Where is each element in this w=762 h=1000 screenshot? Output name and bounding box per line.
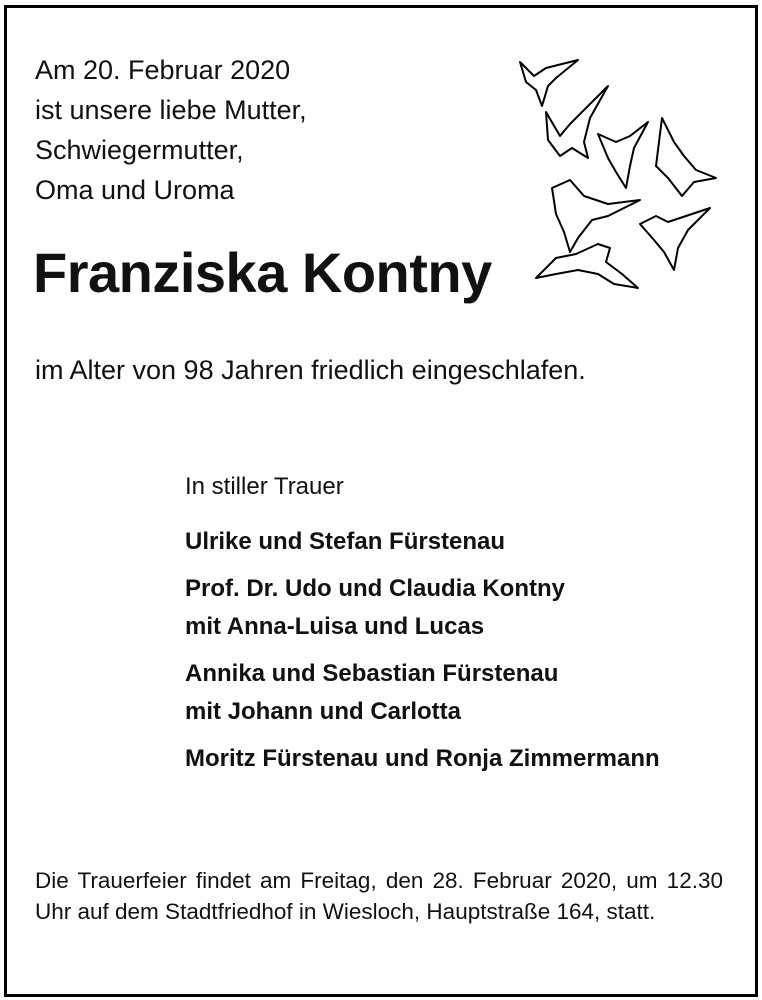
intro-line: Oma und Uroma: [35, 175, 235, 205]
family-entry: [185, 523, 660, 561]
family-entry: [185, 570, 660, 646]
intro-line: ist unsere liebe Mutter,: [35, 95, 307, 125]
family-line: Prof. Dr. Udo und Claudia Kontny: [185, 575, 565, 602]
family-line: Annika und Sebastian Fürstenau: [185, 660, 559, 687]
family-line: Ulrike und Stefan Fürstenau: [185, 528, 506, 555]
family-line: Moritz Fürstenau und Ronja Zimmermann: [185, 745, 660, 772]
family-entry: [185, 655, 660, 731]
intro-text: [35, 50, 307, 210]
mourning-phrase: In stiller Trauer: [185, 473, 344, 500]
family-entry: [185, 740, 660, 778]
family-line: mit Anna-Luisa und Lucas: [185, 613, 485, 640]
intro-line: Schwiegermutter,: [35, 135, 244, 165]
family-list: [185, 523, 660, 787]
funeral-info: Die Trauerfeier findet am Freitag, den 28. Februar 2020, um 12.30 Uhr auf dem Stadtfriedhof in Wiesloch, Hauptstraße 164, statt.: [35, 868, 723, 924]
intro-line: Am 20. Februar 2020: [35, 55, 291, 85]
family-line: mit Johann und Carlotta: [185, 698, 461, 725]
age-line: im Alter von 98 Jahren friedlich eingeschlafen.: [35, 355, 586, 385]
deceased-name: Franziska Kontny: [33, 241, 492, 304]
flying-birds-icon: [512, 48, 726, 294]
